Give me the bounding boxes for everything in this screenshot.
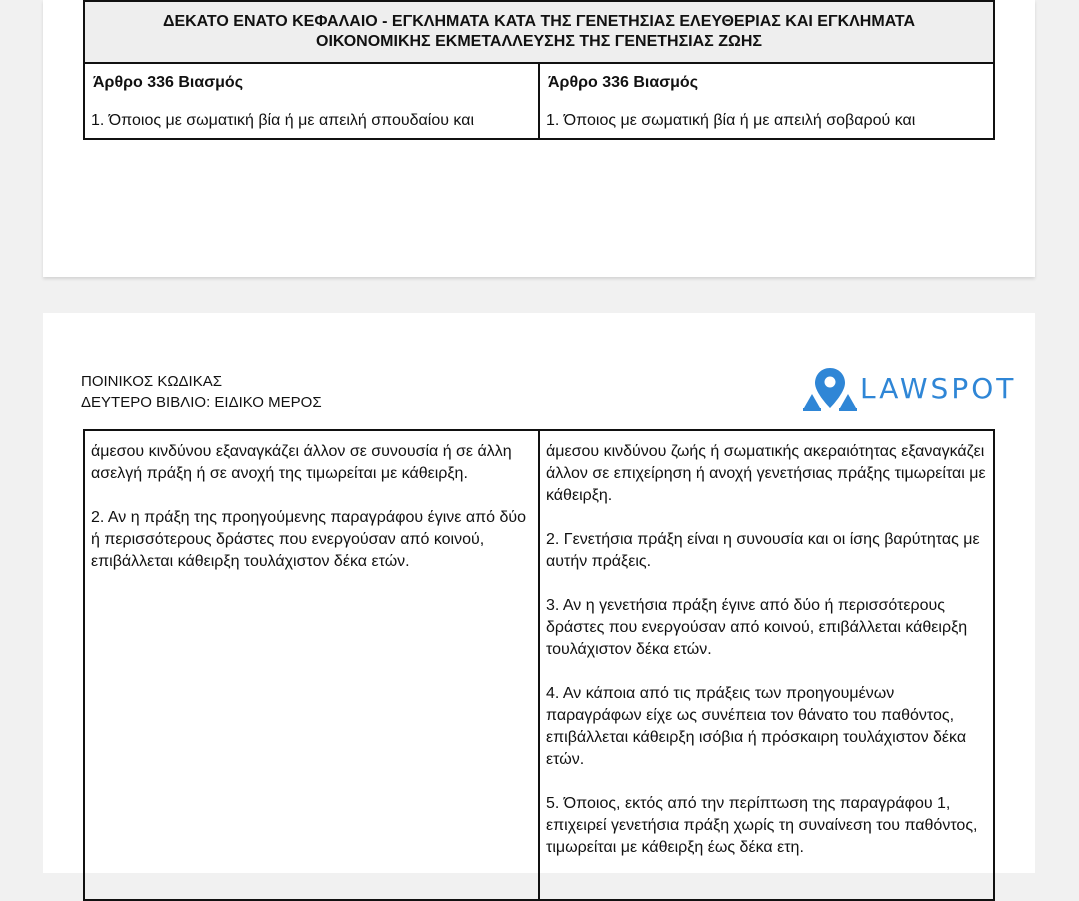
lawspot-logo: [800, 364, 1017, 416]
header-code-title: ΠΟΙΝΙΚΟΣ ΚΩΔΙΚΑΣ: [81, 373, 223, 390]
comparison-table-continued: [83, 429, 995, 901]
comparison-table-top: [83, 0, 995, 140]
left-column-text: [84, 430, 539, 900]
left-article-title: Άρθρο 336 Βιασμός: [84, 63, 539, 100]
left-paragraph-1: 1. Όποιος με σωματική βία ή με απειλή σπουδαίου και: [84, 100, 539, 139]
chapter-title: ΔΕΚΑΤΟ ΕΝΑΤΟ ΚΕΦΑΛΑΙΟ - ΕΓΚΛΗΜΑΤΑ ΚΑΤΑ ΤΗΣ ΓΕΝΕΤΗΣΙΑΣ ΕΛΕΥΘΕΡΙΑΣ ΚΑΙ ΕΓΚΛΗΜΑΤΑ ΟΙΚΟΝΟΜΙΚΗΣ ΕΚΜΕΤΑΛΛΕΥΣΗΣ ΤΗΣ ΓΕΝΕΤΗΣΙΑΣ ΖΩΗΣ: [84, 1, 994, 63]
right-paragraph: 4. Αν κάποια από τις πράξεις των προηγουμένων παραγράφων είχε ως συνέπεια τον θάνατο του παθόντος, επιβάλλεται κάθειρξη ισόβια ή πρόσκαιρη τουλάχιστον δέκα ετών.: [546, 685, 967, 768]
left-paragraph: άμεσου κινδύνου εξαναγκάζει άλλον σε συνουσία ή σε άλλη ασελγή πράξη ή σε ανοχή της τιμωρείται με κάθειρξη.: [91, 443, 512, 482]
right-paragraph: άμεσου κινδύνου ζωής ή σωματικής ακεραιότητας εξαναγκάζει άλλον σε επιχείρηση ή ανοχή γενετήσιας πράξης τιμωρείται με κάθειρξη.: [546, 443, 986, 504]
page-header: [81, 371, 322, 413]
right-paragraph: 3. Αν η γενετήσια πράξη έγινε από δύο ή περισσότερους δράστες που ενεργούσαν από κοινού, επιβάλλεται κάθειρξη τουλάχιστον δέκα ετών.: [546, 597, 968, 658]
document-page-1: [43, 0, 1035, 277]
document-page-2: [43, 313, 1035, 873]
logo-wordmark: LAWSPOT: [860, 372, 1017, 405]
right-paragraph: 5. Όποιος, εκτός από την περίπτωση της παραγράφου 1, επιχειρεί γενετήσια πράξη χωρίς τη συναίνεση του παθόντος, τιμωρείται με κάθειρξη έως δέκα ετη.: [546, 795, 978, 856]
right-column-text: [539, 430, 994, 900]
left-paragraph: 2. Αν η πράξη της προηγούμενης παραγράφου έγινε από δύο ή περισσότερους δράστες που ενεργούσαν από κοινού, επιβάλλεται κάθειρξη τουλάχιστον δέκα ετών.: [91, 509, 527, 570]
header-book-title: ΔΕΥΤΕΡΟ ΒΙΒΛΙΟ: ΕΙΔΙΚΟ ΜΕΡΟΣ: [81, 394, 322, 411]
right-paragraph: 2. Γενετήσια πράξη είναι η συνουσία και οι ίσης βαρύτητας με αυτήν πράξεις.: [546, 531, 980, 570]
right-paragraph-1: 1. Όποιος με σωματική βία ή με απειλή σοβαρού και: [539, 100, 994, 139]
right-article-title: Άρθρο 336 Βιασμός: [539, 63, 994, 100]
scale-pin-icon: [800, 364, 860, 416]
